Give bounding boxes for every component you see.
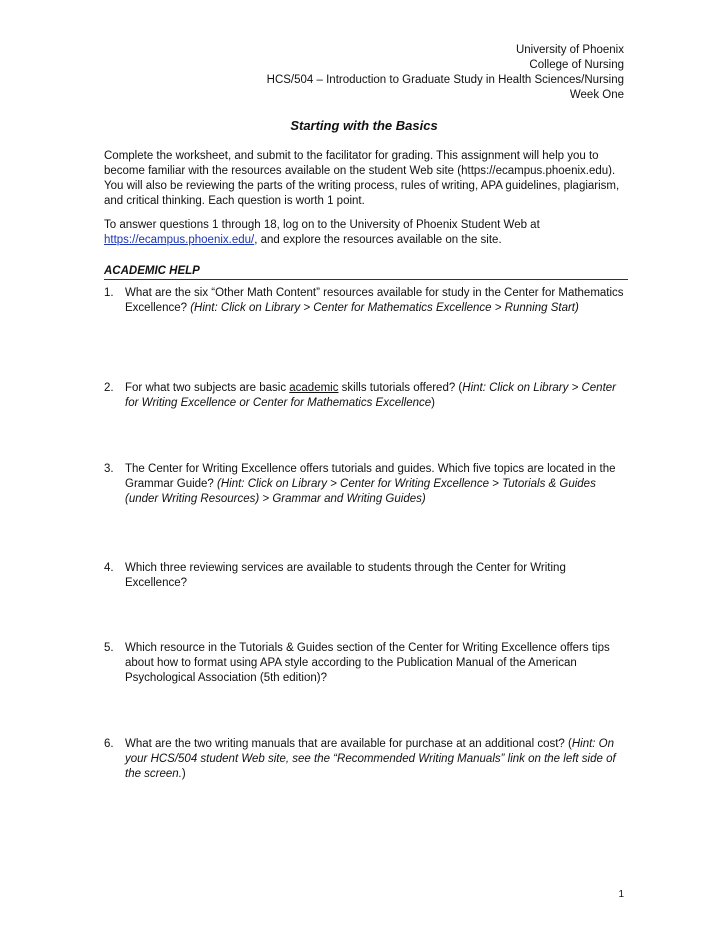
question-close-paren: )	[431, 397, 435, 409]
question-number: 3.	[104, 463, 114, 475]
intro-paragraph: Complete the worksheet, and submit to the facilitator for grading. This assignment will help you to become familiar with the resources available on the student Web site (https://ecampus.phoenix.edu). You will also be reviewing the parts of the writing process, rules of writing, APA guidelines, plagiarism, and critical thinking. Each question is worth 1 point.	[104, 150, 620, 207]
question-number: 6.	[104, 738, 114, 750]
question-hint: Hint: Click on Library > Center for Writing Excellence or Center for Mathematics Excellence	[125, 382, 616, 409]
document-header	[267, 43, 624, 103]
question-text: What are the six “Other Math Content” resources available for study in the Center for Mathematics Excellence?	[125, 287, 624, 314]
question-hint: (Hint: Click on Library > Center for Mathematics Excellence > Running Start)	[190, 302, 579, 314]
question-text: Which resource in the Tutorials & Guides section of the Center for Writing Excellence offers tips about how to format using APA style according to the Publication Manual of the American Psychological Association (5th edition)?	[125, 642, 610, 684]
question-text: The Center for Writing Excellence offers tutorials and guides. Which five topics are located in the Grammar Guide?	[125, 463, 616, 490]
question-number: 5.	[104, 642, 114, 654]
ecampus-link[interactable]: https://ecampus.phoenix.edu/	[104, 234, 255, 246]
question-text: Which three reviewing services are available to students through the Center for Writing Excellence?	[125, 562, 566, 589]
header-course: HCS/504 – Introduction to Graduate Study in Health Sciences/Nursing	[266, 74, 624, 86]
question-2	[104, 381, 624, 411]
header-week: Week One	[569, 89, 624, 101]
question-text-after: skills tutorials offered? (	[338, 382, 463, 394]
question-5	[104, 641, 624, 686]
question-number: 2.	[104, 382, 114, 394]
instructions-paragraph	[104, 218, 634, 248]
page-number: 1	[618, 889, 624, 900]
question-1	[104, 286, 624, 316]
question-hint: Hint: On your HCS/504 student Web site, see the “Recommended Writing Manuals” link on the left side of the screen.	[125, 738, 616, 780]
document-title: Starting with the Basics	[290, 118, 438, 133]
question-number: 1.	[104, 287, 114, 299]
question-number: 4.	[104, 562, 114, 574]
instructions-text-after: , and explore the resources available on the site.	[254, 234, 502, 246]
section-heading-academic-help: ACADEMIC HELP	[104, 264, 628, 280]
question-6	[104, 737, 624, 782]
question-close-paren: )	[181, 768, 186, 780]
instructions-text-before: To answer questions 1 through 18, log on to the University of Phoenix Student Web at	[104, 219, 540, 231]
question-3	[104, 462, 624, 507]
question-underlined-word: academic	[289, 382, 339, 394]
header-college: College of Nursing	[529, 59, 624, 71]
header-university: University of Phoenix	[515, 44, 624, 56]
question-4	[104, 561, 624, 591]
question-text: For what two subjects are basic	[125, 382, 290, 394]
question-hint: (Hint: Click on Library > Center for Writing Excellence > Tutorials & Guides (under Writing Resources) > Grammar and Writing Guides)	[125, 478, 596, 505]
question-text: What are the two writing manuals that are available for purchase at an additional cost? (	[125, 738, 572, 750]
